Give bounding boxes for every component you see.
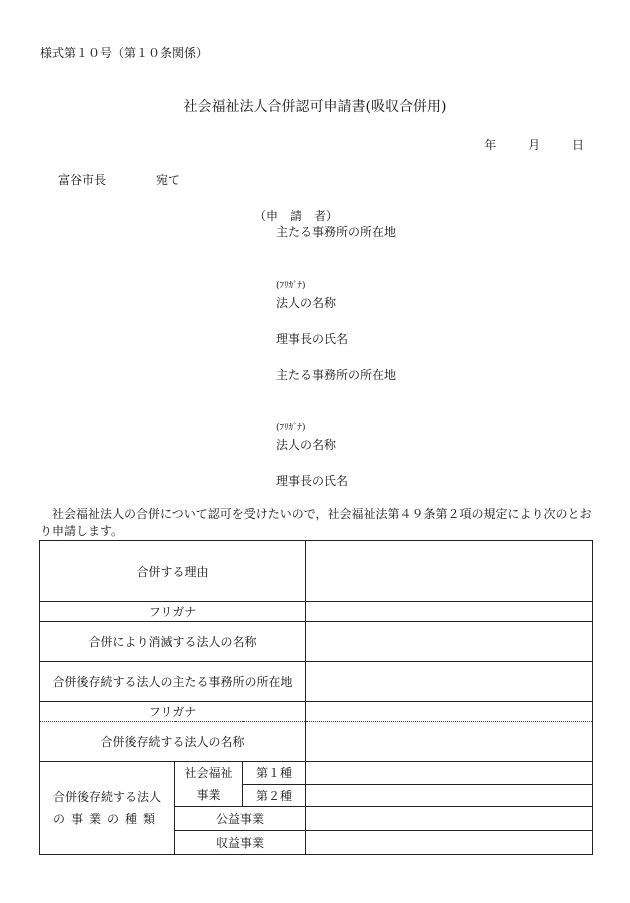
applicant-header: （申 請 者） — [254, 209, 339, 223]
form-number: 様式第１０号（第１０条関係） — [40, 46, 209, 60]
applicant2-address-label: 主たる事務所の所在地 — [276, 368, 397, 382]
row-dissolved-name — [40, 622, 593, 662]
addressee — [58, 171, 180, 188]
welfare-business-label — [175, 762, 243, 807]
furigana-label-1: フリガナ — [40, 602, 306, 622]
surviving-name-label: 合併後存続する法人の名称 — [40, 722, 306, 762]
reason-label: 合併する理由 — [40, 541, 306, 602]
surviving-address-label: 合併後存続する法人の主たる事務所の所在地 — [40, 662, 306, 702]
surviving-address-value[interactable] — [306, 662, 593, 702]
type1-value[interactable] — [306, 762, 593, 785]
business-types-label — [40, 762, 175, 855]
applicant1-name-label: 法人の名称 — [276, 296, 337, 310]
public-interest-label: 公益事業 — [175, 807, 306, 831]
applicant2-chair-label: 理事長の氏名 — [276, 474, 349, 488]
intro-paragraph: 社会福祉法人の合併について認可を受けたいので，社会福祉法第４９条第２項の規定により次のとおり申請します。 — [40, 507, 592, 538]
row-reason — [40, 541, 593, 602]
business-types-line2: の事業の種類 — [52, 812, 161, 826]
date-year: 年 — [484, 138, 497, 152]
type2-value[interactable] — [306, 784, 593, 807]
public-interest-value[interactable] — [306, 807, 593, 831]
dissolved-name-label: 合併により消滅する法人の名称 — [40, 622, 306, 662]
row-surviving-address — [40, 662, 593, 702]
applicant2-name-label: 法人の名称 — [276, 438, 337, 452]
furigana-value-1[interactable] — [306, 602, 593, 622]
row-furigana-1 — [40, 602, 593, 622]
welfare-business-line2: 事業 — [196, 788, 221, 802]
surviving-name-value[interactable] — [306, 722, 593, 762]
business-types-line1: 合併後存続する法人 — [52, 790, 161, 804]
welfare-business-line1: 社会福祉 — [184, 766, 233, 780]
date-day: 日 — [571, 138, 584, 152]
document-title: 社会福祉法人合併認可申請書(吸収合併用) — [183, 99, 447, 115]
type2-label: 第２種 — [243, 784, 306, 807]
type1-label: 第１種 — [243, 762, 306, 785]
profit-value[interactable] — [306, 831, 593, 855]
application-table — [39, 540, 593, 855]
profit-label: 収益事業 — [175, 831, 306, 855]
date-month: 月 — [528, 138, 541, 152]
applicant2-furigana-label: (ﾌﾘｶﾞﾅ) — [276, 423, 306, 433]
row-type1 — [40, 762, 593, 785]
applicant1-chair-label: 理事長の氏名 — [276, 332, 349, 346]
addressee-name: 富谷市長 — [58, 173, 107, 187]
applicant1-address-label: 主たる事務所の所在地 — [276, 225, 397, 239]
furigana-label-2: フリガナ — [40, 702, 306, 722]
date-line — [456, 136, 584, 153]
addressee-suffix: 宛て — [156, 173, 181, 187]
furigana-value-2[interactable] — [306, 702, 593, 722]
reason-value[interactable] — [306, 541, 593, 602]
row-surviving-name — [40, 722, 593, 762]
applicant1-furigana-label: (ﾌﾘｶﾞﾅ) — [276, 281, 306, 291]
dissolved-name-value[interactable] — [306, 622, 593, 662]
row-furigana-2 — [40, 702, 593, 722]
